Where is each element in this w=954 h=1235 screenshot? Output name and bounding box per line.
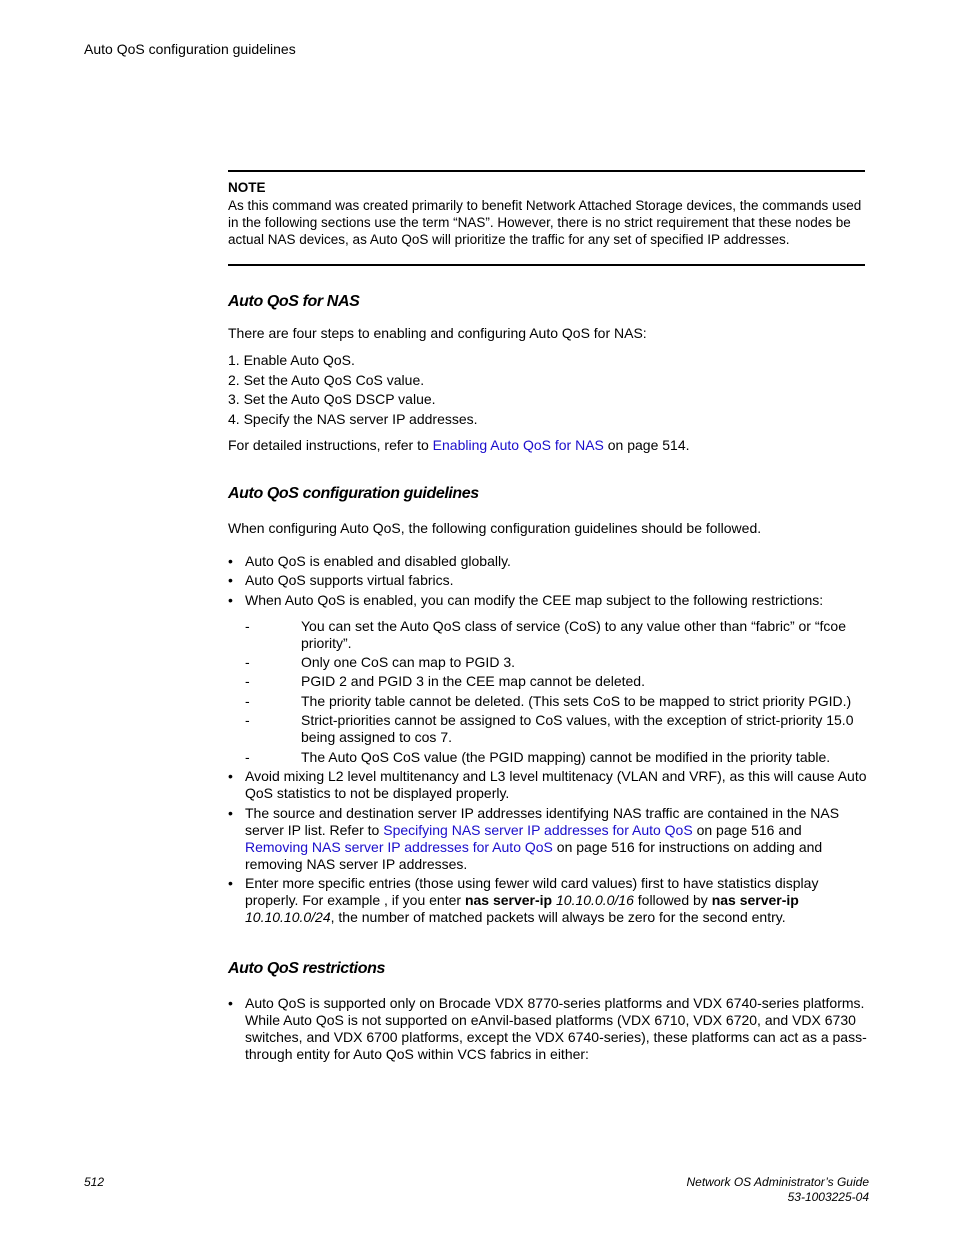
note-bottom-rule xyxy=(228,264,865,266)
restriction-item: - The priority table cannot be deleted. (This sets CoS to be mapped to strict priority PGID.) xyxy=(245,693,868,711)
restriction-item: - PGID 2 and PGID 3 in the CEE map cannot be deleted. xyxy=(245,673,868,691)
command-argument: 10.10.10.0/24 xyxy=(245,908,331,925)
guideline-text: Enter more specific entries (those using fewer wild card values) first to have statistics display properly. For example , if you enter xyxy=(245,874,819,908)
heading-auto-qos-for-nas: Auto QoS for NAS xyxy=(228,293,360,310)
link-removing-nas-server-ip[interactable]: Removing NAS server IP addresses for Auto QoS xyxy=(245,838,553,855)
guideline-text: followed by xyxy=(633,891,712,908)
guideline-item: • Avoid mixing L2 level multitenancy and L3 level multitenacy (VLAN and VRF), as this will cause Auto QoS statistics to not be displayed properly. xyxy=(228,768,868,802)
nas-step: 1. Enable Auto QoS. xyxy=(228,352,355,368)
restriction-item: - Only one CoS can map to PGID 3. xyxy=(245,654,868,672)
note-text: As this command was created primarily to benefit Network Attached Storage devices, the commands used in the following sections use the term “NAS”. However, there is no strict requirement that these nodes be actual NAS devices, as Auto QoS will prioritize the traffic for any set of specified IP addresses. xyxy=(228,198,862,247)
restriction-item: - The Auto QoS CoS value (the PGID mapping) cannot be modified in the priority table. xyxy=(245,749,868,767)
command-argument: 10.10.0.0/16 xyxy=(552,891,634,908)
link-enabling-auto-qos-for-nas[interactable]: Enabling Auto QoS for NAS xyxy=(432,437,604,453)
guideline-item xyxy=(228,875,868,926)
command-keyword: nas server-ip xyxy=(711,891,799,908)
nas-intro: There are four steps to enabling and configuring Auto QoS for NAS: xyxy=(228,325,647,341)
page-number: 512 xyxy=(84,1175,105,1189)
doc-number: 53-1003225-04 xyxy=(787,1190,869,1204)
note-top-rule xyxy=(228,170,865,172)
guideline-text: on page 516 for instructions on adding and removing NAS server IP addresses. xyxy=(245,838,823,872)
nas-detail-prefix: For detailed instructions, refer to xyxy=(228,437,433,453)
guidelines-list xyxy=(228,553,868,928)
guideline-item xyxy=(228,805,868,873)
restriction-item: - Strict-priorities cannot be assigned to CoS values, with the exception of strict-priority 15.0 being assigned to cos 7. xyxy=(245,712,868,747)
nas-detail-suffix: on page 514. xyxy=(603,437,690,453)
guideline-item xyxy=(228,592,868,766)
restrictions-list xyxy=(228,995,868,1065)
nas-steps-list xyxy=(228,352,478,430)
nas-detail-paragraph xyxy=(228,437,690,454)
guideline-item-text: When Auto QoS is enabled, you can modify the CEE map subject to the following restrictions: xyxy=(245,591,824,608)
guideline-item: • Auto QoS supports virtual fabrics. xyxy=(228,572,868,589)
restriction-bullet: • Auto QoS is supported only on Brocade VDX 8770-series platforms and VDX 6740-series platforms. While Auto QoS is not supported on eAnvil-based platforms (VDX 6710, VDX 6720, and VDX 6730 switches, and VDX 6700 platforms, except the VDX 6740-series), these platforms can act as a pass-through entity for Auto QoS within VCS fabrics in either: xyxy=(228,995,868,1063)
command-keyword: nas server-ip xyxy=(464,891,553,908)
restriction-item: - You can set the Auto QoS class of service (CoS) to any value other than “fabric” or “fcoe priority”. xyxy=(245,618,868,653)
cee-map-restrictions-list xyxy=(245,618,868,766)
nas-step: 2. Set the Auto QoS CoS value. xyxy=(228,371,425,388)
guide-title: Network OS Administrator’s Guide xyxy=(686,1175,869,1189)
footer-doc-info xyxy=(686,1175,869,1205)
link-specifying-nas-server-ip[interactable]: Specifying NAS server IP addresses for Auto QoS xyxy=(383,821,693,838)
nas-step: 4. Specify the NAS server IP addresses. xyxy=(228,410,478,427)
heading-auto-qos-configuration-guidelines: Auto QoS configuration guidelines xyxy=(228,485,479,502)
nas-step: 3. Set the Auto QoS DSCP value. xyxy=(228,391,436,407)
guideline-text: on page 516 and xyxy=(692,821,802,838)
guideline-text: , the number of matched packets will always be zero for the second entry. xyxy=(330,908,786,925)
running-header: Auto QoS configuration guidelines xyxy=(84,41,296,57)
guideline-text: The source and destination server IP addresses identifying NAS traffic are contained in the NAS server IP list. Refer to xyxy=(245,804,840,838)
note-label: NOTE xyxy=(228,180,266,195)
guidelines-intro: When configuring Auto QoS, the following configuration guidelines should be followed. xyxy=(228,520,762,536)
heading-auto-qos-restrictions: Auto QoS restrictions xyxy=(228,960,385,977)
guideline-item: • Auto QoS is enabled and disabled globally. xyxy=(228,553,868,570)
